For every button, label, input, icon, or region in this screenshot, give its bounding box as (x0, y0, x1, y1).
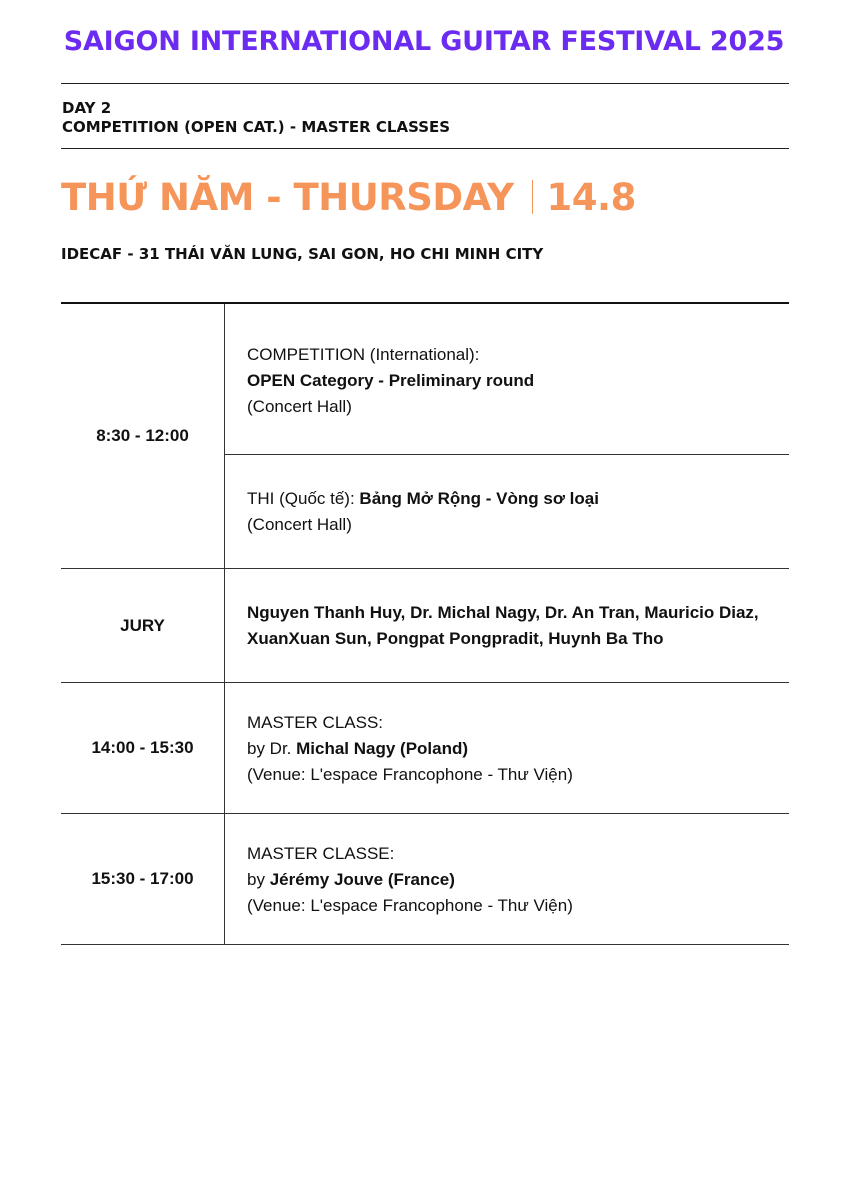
top-divider (61, 83, 789, 84)
masterclass-label: MASTER CLASS: (247, 713, 384, 732)
competition-vi-round: Bảng Mở Rộng - Vòng sơ loại (359, 489, 599, 508)
masterclass-label: MASTER CLASSE: (247, 844, 395, 863)
detail-cell-masterclass-2 (225, 814, 790, 945)
schedule-table (61, 302, 789, 945)
day-label: DAY 2 (62, 99, 112, 117)
masterclass-teacher (247, 736, 771, 762)
festival-title: SAIGON INTERNATIONAL GUITAR FESTIVAL 2025 (63, 26, 785, 57)
weekday-label: THỨ NĂM - THURSDAY (61, 176, 514, 219)
time-cell: 15:30 - 17:00 (61, 814, 225, 945)
date-heading (61, 176, 636, 219)
jury-cell: JURY (61, 569, 225, 683)
detail-cell-competition-en (225, 303, 790, 455)
table-row (61, 814, 789, 945)
venue-note: (Concert Hall) (247, 515, 352, 534)
teacher-prefix: by Dr. (247, 739, 297, 758)
day-subtitle: COMPETITION (OPEN CAT.) - MASTER CLASSES (62, 118, 451, 136)
table-row (61, 683, 789, 814)
teacher-name: Michal Nagy (Poland) (296, 739, 469, 758)
date-separator (532, 180, 533, 214)
date-day: 14.8 (546, 176, 636, 219)
header-divider (61, 148, 789, 149)
venue-note: (Concert Hall) (247, 397, 352, 416)
jury-names: Nguyen Thanh Huy, Dr. Michal Nagy, Dr. An Tran, Mauricio Diaz, XuanXuan Sun, Pongpat Pongpradit, Huynh Ba Tho (247, 603, 759, 648)
detail-cell-competition-vi (225, 455, 790, 569)
table-row (61, 569, 789, 683)
venue-note: (Venue: L'espace Francophone - Thư Viện) (247, 896, 573, 915)
venue-note: (Venue: L'espace Francophone - Thư Viện) (247, 765, 573, 784)
category-round: OPEN Category - Preliminary round (247, 371, 535, 390)
venue-address: IDECAF - 31 THÁI VĂN LUNG, SAI GON, HO CHI MINH CITY (61, 245, 544, 263)
competition-vi-prefix: THI (Quốc tế): (247, 489, 360, 508)
table-row (61, 303, 789, 455)
competition-vi-line (247, 486, 771, 512)
teacher-name: Jérémy Jouve (France) (269, 870, 455, 889)
teacher-prefix: by (247, 870, 270, 889)
masterclass-teacher (247, 867, 771, 893)
detail-cell-masterclass-1 (225, 683, 790, 814)
detail-cell-jury (225, 569, 790, 683)
time-cell: 8:30 - 12:00 (61, 303, 225, 569)
time-cell: 14:00 - 15:30 (61, 683, 225, 814)
competition-label: COMPETITION (International): (247, 345, 480, 364)
